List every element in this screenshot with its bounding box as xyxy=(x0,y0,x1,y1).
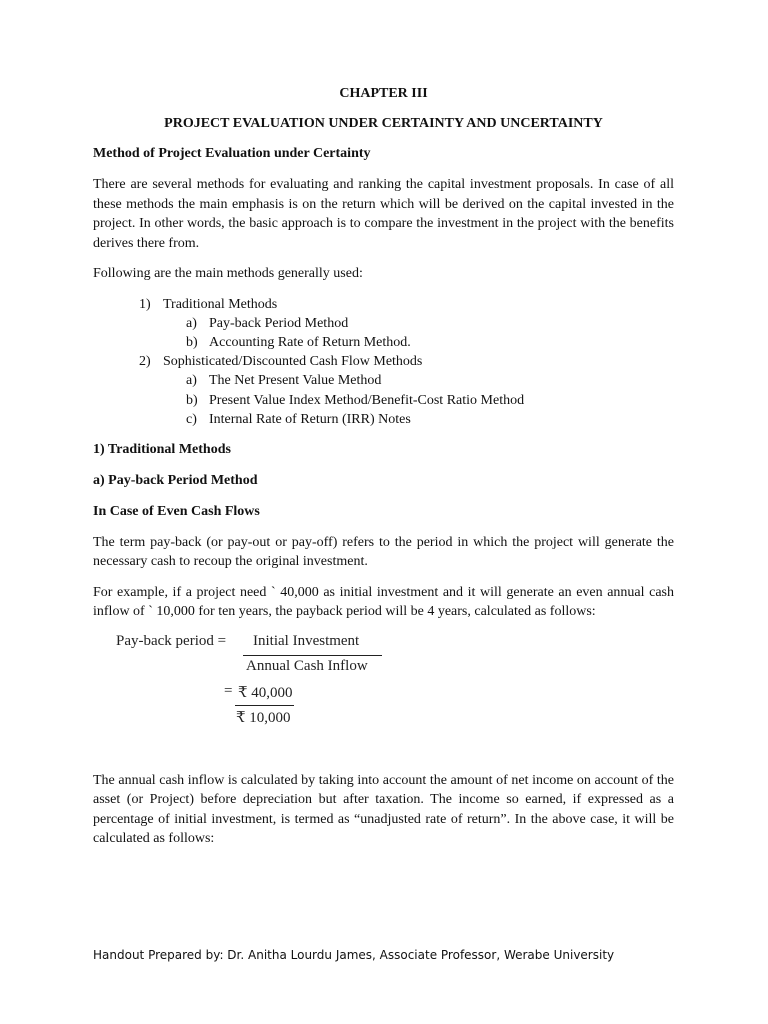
heading-traditional-methods: 1) Traditional Methods xyxy=(93,441,231,457)
formula-denominator: Annual Cash Inflow xyxy=(246,657,368,674)
method-item xyxy=(93,352,674,429)
sub-method-number: b) xyxy=(186,334,198,350)
formula-fraction-bar xyxy=(243,655,382,657)
document-page xyxy=(93,84,674,860)
formula-value-fraction-bar xyxy=(235,705,294,707)
sub-method-number: a) xyxy=(186,373,197,389)
formula-lhs: Pay-back period = xyxy=(116,632,227,649)
sub-method-label: The Net Present Value Method xyxy=(209,373,382,389)
sub-methods-list xyxy=(93,314,674,352)
example-paragraph: For example, if a project need ` 40,000 as initial investment and it will generate an even annual cash inflow of ` 10,000 for ten years, the payback period will be 4 years, calculated as follows: xyxy=(93,584,674,620)
heading-payback-method: a) Pay-back Period Method xyxy=(93,472,258,488)
sub-method-item xyxy=(186,333,674,352)
payback-definition: The term pay-back (or pay-out or pay-off) refers to the period in which the project will generate the necessary cash to recoup the original investment. xyxy=(93,534,674,570)
intro-paragraph: There are several methods for evaluating and ranking the capital investment proposals. In case of all these methods the main emphasis is on the return which will be derived on the capital invested in the project. In other words, the basic approach is to compare the investment in the project with the benefits derives there from. xyxy=(93,177,674,251)
section-heading: Method of Project Evaluation under Certainty xyxy=(93,146,371,161)
formula-value-numerator: ₹ 40,000 xyxy=(238,684,293,701)
sub-method-number: c) xyxy=(186,411,197,427)
methods-intro: Following are the main methods generally used: xyxy=(93,266,363,281)
method-item xyxy=(93,295,674,353)
sub-method-label: Accounting Rate of Return Method. xyxy=(209,334,411,350)
chapter-label: CHAPTER III xyxy=(339,86,428,101)
formula-value-denominator: ₹ 10,000 xyxy=(236,709,291,726)
method-number: 1) xyxy=(139,296,151,312)
chapter-title: PROJECT EVALUATION UNDER CERTAINTY AND UNCERTAINTY xyxy=(164,116,603,131)
sub-method-label: Present Value Index Method/Benefit-Cost Ratio Method xyxy=(209,392,525,408)
method-number: 2) xyxy=(139,354,151,370)
sub-method-label: Internal Rate of Return (IRR) Notes xyxy=(209,411,411,427)
payback-formula xyxy=(93,633,674,761)
sub-method-item xyxy=(186,314,674,333)
methods-list xyxy=(93,295,674,429)
method-label: Traditional Methods xyxy=(163,296,278,312)
formula-equals: = xyxy=(224,682,233,699)
sub-method-number: b) xyxy=(186,392,198,408)
sub-method-number: a) xyxy=(186,315,197,331)
heading-even-cash-flows: In Case of Even Cash Flows xyxy=(93,503,260,519)
formula-numerator: Initial Investment xyxy=(253,632,360,649)
annual-cash-paragraph: The annual cash inflow is calculated by taking into account the amount of net income on account of the asset (or Project) before depreciation but after taxation. The income so earned, if expressed as a percentage of initial investment, is termed as “unadjusted rate of return”. In the above case, it will be calculated as follows: xyxy=(93,772,674,847)
sub-methods-list xyxy=(93,371,674,429)
sub-method-item xyxy=(186,410,674,429)
sub-method-item xyxy=(186,391,674,410)
method-label: Sophisticated/Discounted Cash Flow Methods xyxy=(163,354,423,370)
sub-method-item xyxy=(186,371,674,390)
sub-method-label: Pay-back Period Method xyxy=(209,315,349,331)
page-footer: Handout Prepared by: Dr. Anitha Lourdu James, Associate Professor, Werabe University xyxy=(93,948,615,962)
